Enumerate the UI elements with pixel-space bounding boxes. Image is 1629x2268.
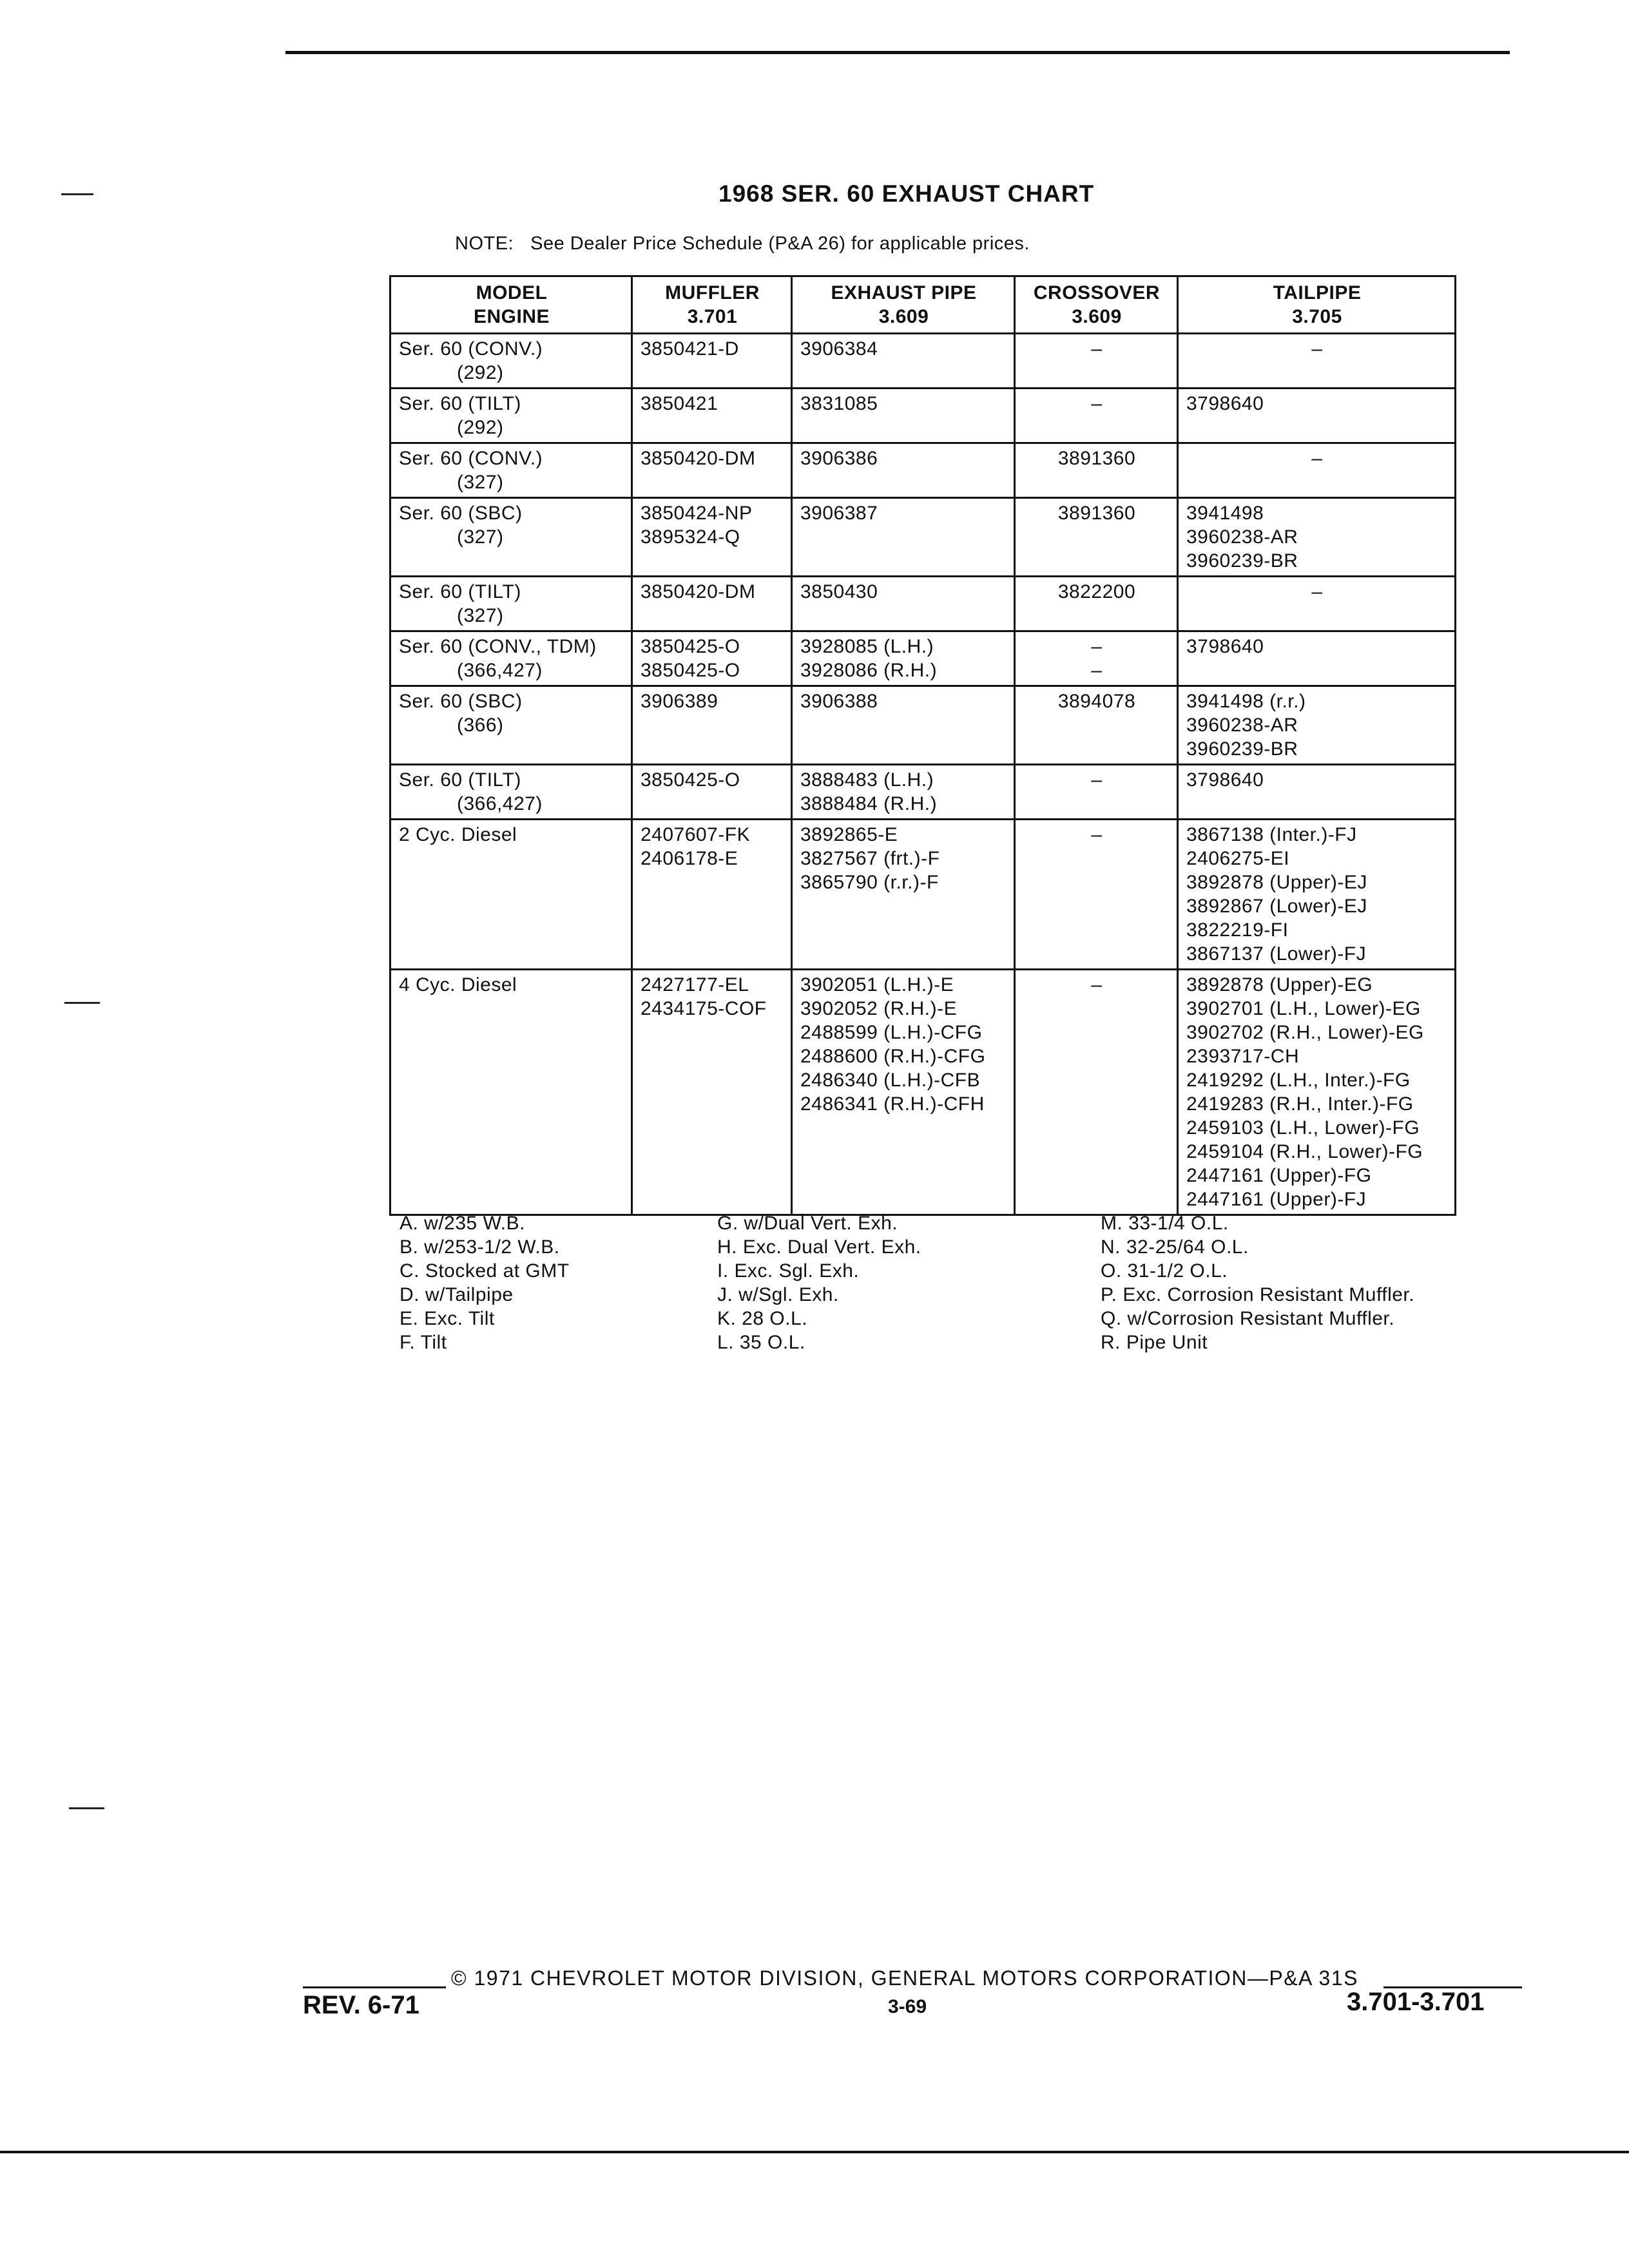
header-label: MODEL	[476, 282, 548, 303]
cell-value: 4 Cyc. Diesel	[399, 974, 517, 995]
cell-value: 3850425-O	[641, 660, 740, 681]
cell-value: 2434175-COF	[641, 998, 767, 1019]
cell-value: 3865790 (r.r.)-F	[800, 872, 939, 893]
legend-column	[400, 1211, 570, 1354]
header-label: TAILPIPE	[1273, 282, 1362, 303]
cell-value: 3892865-E	[800, 824, 898, 845]
legend-item: O. 31-1/2 O.L.	[1101, 1260, 1228, 1282]
note-label: NOTE:	[455, 233, 514, 254]
cell-value: –	[1091, 636, 1103, 657]
legend-item: K. 28 O.L.	[717, 1308, 808, 1329]
engine-size: (327)	[457, 526, 504, 548]
cell-muffler	[632, 765, 792, 820]
cell-exhaust-pipe	[792, 577, 1015, 631]
cell-value: 2406178-E	[641, 848, 738, 869]
margin-mark	[69, 1807, 104, 1809]
cell-value: 3850421	[641, 393, 718, 414]
cell-value: 2393717-CH	[1186, 1046, 1300, 1067]
legend-column	[1101, 1211, 1414, 1354]
cell-value: 2488599 (L.H.)-CFG	[800, 1022, 983, 1043]
header-exhaust-pipe	[792, 276, 1015, 334]
cell-value: 3928086 (R.H.)	[800, 660, 938, 681]
cell-muffler	[632, 443, 792, 498]
legend-item: Q. w/Corrosion Resistant Muffler.	[1101, 1308, 1395, 1329]
cell-value: 3798640	[1186, 769, 1264, 791]
cell-value: 3850425-O	[641, 636, 740, 657]
cell-tailpipe	[1178, 765, 1456, 820]
cell-value: 3902051 (L.H.)-E	[800, 974, 954, 995]
header-label: CROSSOVER	[1033, 282, 1161, 303]
cell-value: 3888483 (L.H.)	[800, 769, 934, 791]
cell-exhaust-pipe	[792, 389, 1015, 443]
engine-size: (327)	[457, 472, 504, 493]
cell-value: 2447161 (Upper)-FJ	[1186, 1189, 1367, 1210]
legend-item: I. Exc. Sgl. Exh.	[717, 1260, 860, 1282]
cell-value: 3850425-O	[641, 769, 740, 791]
cell-value: Ser. 60 (TILT)	[399, 393, 521, 414]
cell-value: 2459104 (R.H., Lower)-FG	[1186, 1141, 1423, 1162]
cell-tailpipe	[1178, 498, 1456, 577]
cell-value: 3892878 (Upper)-EJ	[1186, 872, 1367, 893]
cell-model-engine	[390, 389, 632, 443]
cell-value: 3941498 (r.r.)	[1186, 691, 1306, 712]
header-tailpipe	[1178, 276, 1456, 334]
cell-crossover	[1015, 765, 1178, 820]
footer-rule-left	[303, 1986, 446, 1988]
cell-value: 3822200	[1057, 581, 1136, 602]
cell-value: 3831085	[800, 393, 878, 414]
engine-size: (366,427)	[457, 660, 543, 681]
table-row	[390, 765, 1456, 820]
cell-muffler	[632, 970, 792, 1215]
cell-model-engine	[390, 970, 632, 1215]
header-label: EXHAUST PIPE	[831, 282, 977, 303]
cell-value: Ser. 60 (SBC)	[399, 503, 523, 524]
page-title: 1968 SER. 60 EXHAUST CHART	[718, 180, 1095, 207]
legend-item: D. w/Tailpipe	[400, 1284, 514, 1305]
table-row	[390, 686, 1456, 765]
cell-value: 3867137 (Lower)-FJ	[1186, 943, 1367, 965]
cell-muffler	[632, 631, 792, 686]
legend-item: R. Pipe Unit	[1101, 1332, 1208, 1353]
cell-crossover	[1015, 334, 1178, 389]
header-label: 3.705	[1292, 306, 1342, 327]
margin-mark	[61, 193, 93, 195]
cell-model-engine	[390, 577, 632, 631]
cell-exhaust-pipe	[792, 443, 1015, 498]
legend-item: F. Tilt	[400, 1332, 447, 1353]
bottom-rule	[0, 2151, 1629, 2153]
engine-size: (292)	[457, 417, 504, 438]
cell-crossover	[1015, 443, 1178, 498]
cell-muffler	[632, 334, 792, 389]
cell-tailpipe	[1178, 443, 1456, 498]
revision-date: REV. 6-71	[303, 1991, 419, 2019]
cell-value: –	[1091, 974, 1103, 995]
price-note	[455, 233, 1030, 255]
cell-value: Ser. 60 (SBC)	[399, 691, 523, 712]
cell-value: 2486341 (R.H.)-CFH	[800, 1093, 985, 1115]
legend-item: G. w/Dual Vert. Exh.	[717, 1213, 898, 1234]
cell-muffler	[632, 389, 792, 443]
cell-value: 3891360	[1057, 448, 1136, 469]
cell-value: 3906387	[800, 503, 878, 524]
legend-item: B. w/253-1/2 W.B.	[400, 1236, 560, 1258]
cell-value: –	[1091, 393, 1103, 414]
cell-value: 3850420-DM	[641, 581, 756, 602]
cell-tailpipe	[1178, 686, 1456, 765]
cell-model-engine	[390, 765, 632, 820]
cell-muffler	[632, 498, 792, 577]
table-row	[390, 631, 1456, 686]
cell-value: –	[1311, 338, 1323, 360]
engine-size: (327)	[457, 605, 504, 626]
cell-tailpipe	[1178, 389, 1456, 443]
cell-value: 3960238-AR	[1186, 526, 1298, 548]
cell-crossover	[1015, 498, 1178, 577]
legend-item: N. 32-25/64 O.L.	[1101, 1236, 1249, 1258]
page-number: 3-69	[888, 1996, 927, 2017]
cell-model-engine	[390, 686, 632, 765]
cell-value: 2407607-FK	[641, 824, 751, 845]
exhaust-chart-table	[389, 275, 1456, 1216]
table-header	[390, 276, 1456, 334]
cell-exhaust-pipe	[792, 334, 1015, 389]
table-row	[390, 577, 1456, 631]
cell-value: 3906389	[641, 691, 718, 712]
cell-value: 3850421-D	[641, 338, 739, 360]
engine-size: (292)	[457, 362, 504, 383]
top-rule	[285, 51, 1510, 54]
cell-muffler	[632, 820, 792, 970]
cell-value: 2459103 (L.H., Lower)-FG	[1186, 1117, 1420, 1139]
header-label: 3.701	[687, 306, 738, 327]
table-row	[390, 970, 1456, 1215]
cell-value: 2419283 (R.H., Inter.)-FG	[1186, 1093, 1414, 1115]
cell-model-engine	[390, 498, 632, 577]
table-row	[390, 498, 1456, 577]
header-model-engine	[390, 276, 632, 334]
cell-value: 2406275-EI	[1186, 848, 1290, 869]
cell-model-engine	[390, 334, 632, 389]
cell-value: 3798640	[1186, 393, 1264, 414]
cell-tailpipe	[1178, 970, 1456, 1215]
cell-value: –	[1311, 448, 1323, 469]
table-row	[390, 443, 1456, 498]
cell-tailpipe	[1178, 820, 1456, 970]
cell-exhaust-pipe	[792, 498, 1015, 577]
cell-value: 3960238-AR	[1186, 715, 1298, 736]
legend-column	[717, 1211, 921, 1354]
cell-exhaust-pipe	[792, 820, 1015, 970]
cell-crossover	[1015, 577, 1178, 631]
legend-item: L. 35 O.L.	[717, 1332, 805, 1353]
header-muffler	[632, 276, 792, 334]
cell-value: 2486340 (L.H.)-CFB	[800, 1070, 981, 1091]
header-label: 3.609	[878, 306, 929, 327]
cell-value: 2447161 (Upper)-FG	[1186, 1165, 1372, 1186]
cell-value: 3960239-BR	[1186, 550, 1298, 572]
cell-value: 2427177-EL	[641, 974, 749, 995]
cell-value: 3850420-DM	[641, 448, 756, 469]
cell-value: 3850430	[800, 581, 878, 602]
cell-crossover	[1015, 631, 1178, 686]
cell-value: 2488600 (R.H.)-CFG	[800, 1046, 986, 1067]
header-crossover	[1015, 276, 1178, 334]
cell-value: 3894078	[1057, 691, 1136, 712]
copyright-notice: © 1971 CHEVROLET MOTOR DIVISION, GENERAL MOTORS CORPORATION—P&A 31S	[451, 1966, 1358, 1990]
cell-value: 3895324-Q	[641, 526, 740, 548]
legend-item: M. 33-1/4 O.L.	[1101, 1213, 1229, 1234]
legend-item: P. Exc. Corrosion Resistant Muffler.	[1101, 1284, 1415, 1305]
legend-item: E. Exc. Tilt	[400, 1308, 495, 1329]
cell-value: 3906384	[800, 338, 878, 360]
cell-tailpipe	[1178, 577, 1456, 631]
cell-crossover	[1015, 686, 1178, 765]
cell-value: 3892878 (Upper)-EG	[1186, 974, 1373, 995]
cell-value: –	[1311, 581, 1323, 602]
cell-exhaust-pipe	[792, 631, 1015, 686]
cell-value: –	[1091, 338, 1103, 360]
cell-tailpipe	[1178, 631, 1456, 686]
cell-value: –	[1091, 824, 1103, 845]
table-row	[390, 389, 1456, 443]
cell-value: 3798640	[1186, 636, 1264, 657]
cell-value: Ser. 60 (CONV.)	[399, 448, 543, 469]
cell-exhaust-pipe	[792, 686, 1015, 765]
cell-model-engine	[390, 443, 632, 498]
cell-muffler	[632, 686, 792, 765]
cell-value: 3850424-NP	[641, 503, 753, 524]
table-row	[390, 820, 1456, 970]
cell-tailpipe	[1178, 334, 1456, 389]
table-body	[390, 334, 1456, 1215]
cell-value: 3960239-BR	[1186, 738, 1298, 760]
cell-value: –	[1091, 769, 1103, 791]
cell-crossover	[1015, 820, 1178, 970]
cell-model-engine	[390, 820, 632, 970]
cell-crossover	[1015, 389, 1178, 443]
cell-value: 3867138 (Inter.)-FJ	[1186, 824, 1357, 845]
cell-value: Ser. 60 (CONV., TDM)	[399, 636, 597, 657]
legend-item: H. Exc. Dual Vert. Exh.	[717, 1236, 921, 1258]
cell-value: 3906388	[800, 691, 878, 712]
note-text: See Dealer Price Schedule (P&A 26) for applicable prices.	[530, 233, 1030, 254]
header-label: MUFFLER	[665, 282, 760, 303]
cell-muffler	[632, 577, 792, 631]
engine-size: (366)	[457, 715, 504, 736]
header-label: ENGINE	[473, 306, 550, 327]
cell-value: Ser. 60 (TILT)	[399, 769, 521, 791]
cell-value: Ser. 60 (TILT)	[399, 581, 521, 602]
cell-value: 3892867 (Lower)-EJ	[1186, 896, 1367, 917]
cell-value: 3902701 (L.H., Lower)-EG	[1186, 998, 1421, 1019]
legend-item: C. Stocked at GMT	[400, 1260, 570, 1282]
legend-item: A. w/235 W.B.	[400, 1213, 525, 1234]
cell-value: 3827567 (frt.)-F	[800, 848, 940, 869]
table-row	[390, 334, 1456, 389]
legend-item: J. w/Sgl. Exh.	[717, 1284, 839, 1305]
cell-value: 3902052 (R.H.)-E	[800, 998, 958, 1019]
margin-mark	[64, 1002, 100, 1004]
cell-exhaust-pipe	[792, 765, 1015, 820]
cell-value: 3891360	[1057, 503, 1136, 524]
cell-value: 3822219-FI	[1186, 919, 1289, 941]
cell-value: 2 Cyc. Diesel	[399, 824, 517, 845]
cell-value: 3928085 (L.H.)	[800, 636, 934, 657]
engine-size: (366,427)	[457, 793, 543, 814]
cell-value: –	[1091, 660, 1103, 681]
cell-model-engine	[390, 631, 632, 686]
cell-value: 2419292 (L.H., Inter.)-FG	[1186, 1070, 1411, 1091]
cell-crossover	[1015, 970, 1178, 1215]
cell-value: 3888484 (R.H.)	[800, 793, 938, 814]
cell-value: 3902702 (R.H., Lower)-EG	[1186, 1022, 1424, 1043]
cell-value: 3941498	[1186, 503, 1264, 524]
cell-value: Ser. 60 (CONV.)	[399, 338, 543, 360]
section-number: 3.701-3.701	[1347, 1988, 1485, 2016]
header-label: 3.609	[1072, 306, 1122, 327]
cell-value: 3906386	[800, 448, 878, 469]
cell-exhaust-pipe	[792, 970, 1015, 1215]
